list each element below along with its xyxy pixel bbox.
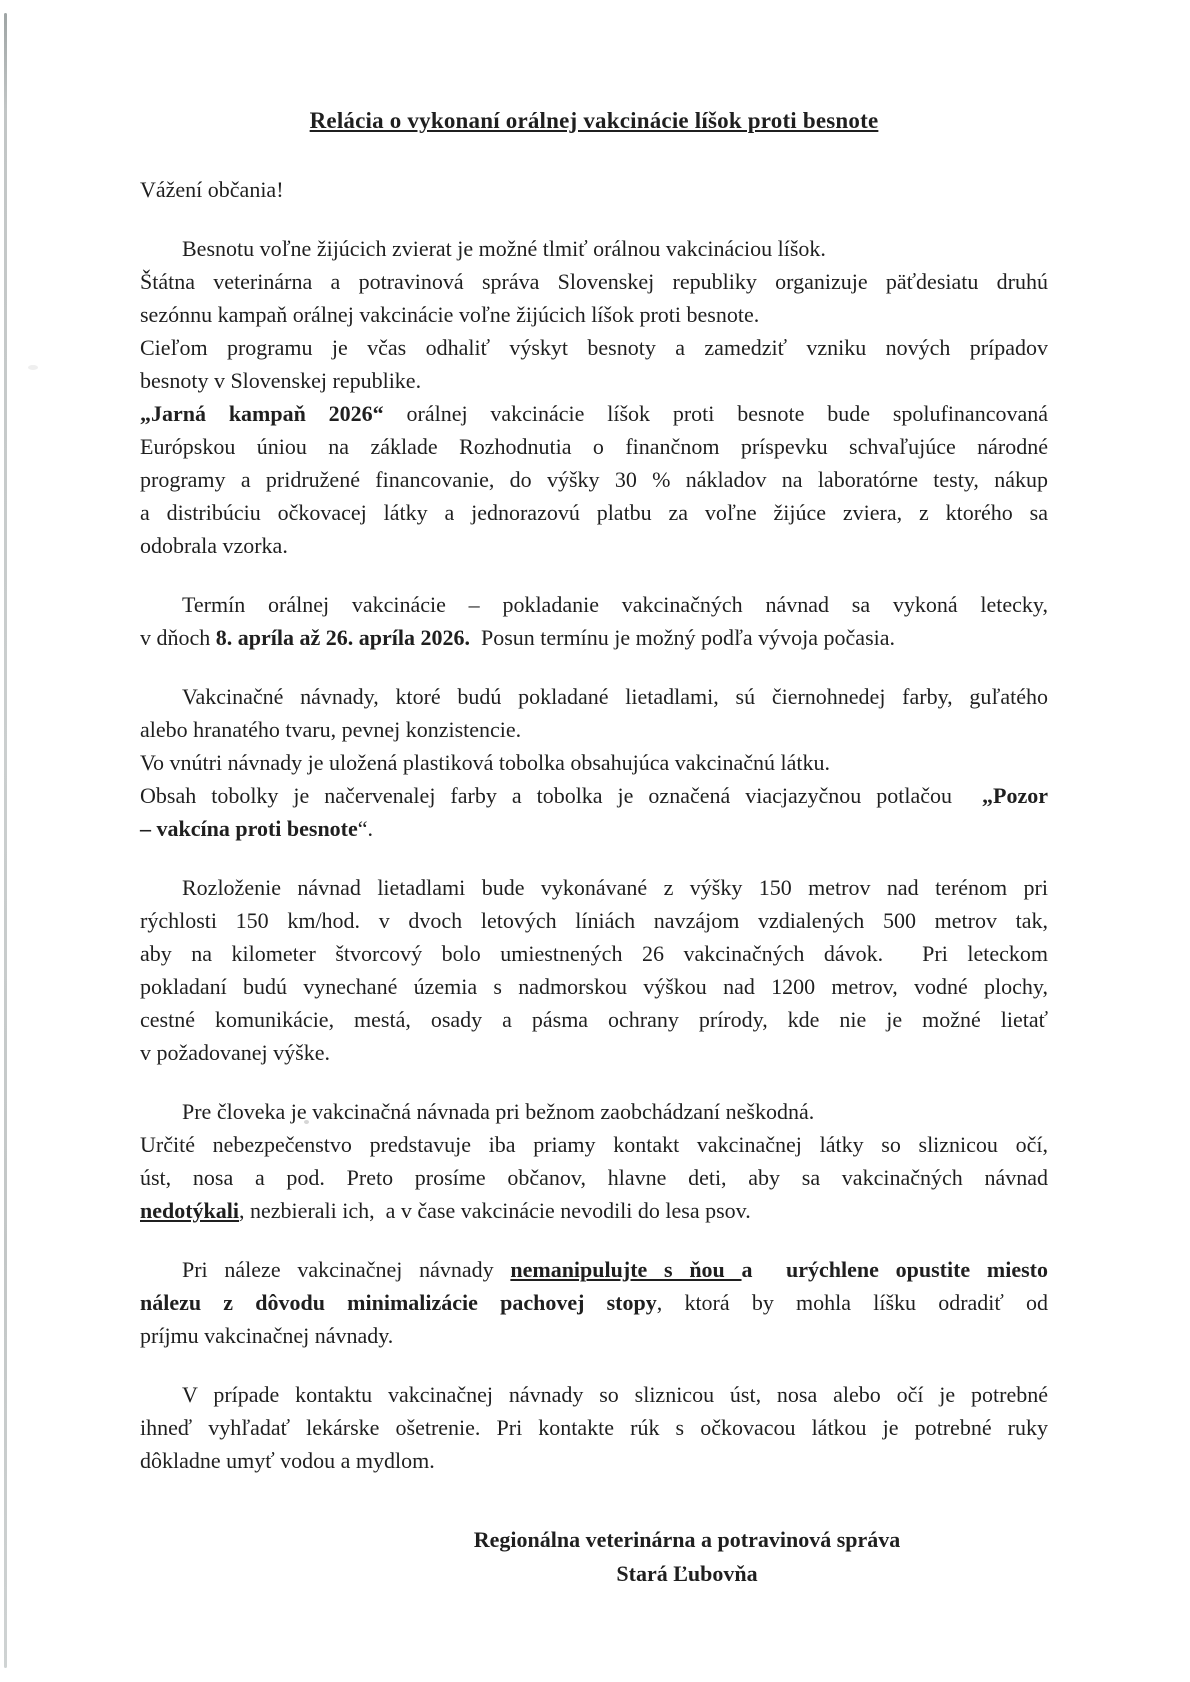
text-line (140, 1378, 1048, 1411)
text-run: nemanipulujte s ňou (510, 1257, 742, 1282)
scan-speck (28, 365, 38, 370)
text-run: „Jarná kampaň 2026“ (140, 401, 384, 426)
text-run: Posun termínu je možný podľa vývoja počasia. (469, 625, 896, 650)
text-run: v požadovanej výške. (140, 1040, 330, 1065)
text-run: Termín orálnej vakcinácie – pokladanie vakcinačných návnad sa vykoná letecky, (182, 592, 1048, 617)
text-line (140, 1319, 1048, 1352)
text-line (140, 680, 1048, 713)
document-page (140, 0, 1048, 1591)
text-run: V prípade kontaktu vakcinačnej návnady so sliznicou úst, nosa alebo očí je potrebné (182, 1382, 1048, 1407)
paragraph (140, 1095, 1048, 1227)
text-line (140, 496, 1048, 529)
paragraph (140, 680, 1048, 845)
text-line (140, 1411, 1048, 1444)
text-line (140, 430, 1048, 463)
text-run: Vakcinačné návnady, ktoré budú pokladané lietadlami, sú čiernohnedej farby, guľatého (182, 684, 1048, 709)
text-run: „Pozor (982, 783, 1048, 808)
text-run: Európskou úniou na základe Rozhodnutia o finančnom príspevku schvaľujúce národné (140, 434, 1048, 459)
text-run: odobrala vzorka. (140, 533, 288, 558)
text-line (140, 1194, 1048, 1227)
text-line (140, 331, 1048, 364)
text-line (140, 713, 1048, 746)
text-run: orálnej vakcinácie líšok proti besnote bude spolufinancovaná (383, 401, 1048, 426)
text-line (140, 265, 1048, 298)
text-line (140, 463, 1048, 496)
text-line (140, 871, 1048, 904)
text-line (140, 364, 1048, 397)
text-run: – vakcína proti besnote (140, 816, 358, 841)
paragraph (140, 1378, 1048, 1477)
paragraph (140, 1253, 1048, 1352)
text-run: v dňoch (140, 625, 216, 650)
text-run: a distribúciu očkovacej látky a jednorazovú platbu za voľne žijúce zviera, z ktorého sa (140, 500, 1048, 525)
text-run: a urýchlene opustite miesto (741, 1257, 1049, 1282)
text-line (140, 779, 1048, 812)
text-line (140, 1444, 1048, 1477)
text-line (140, 812, 1048, 845)
text-run: Pri náleze vakcinačnej návnady (182, 1257, 511, 1282)
text-line (140, 904, 1048, 937)
text-run: Pre človeka je vakcinačná návnada pri bežnom zaobchádzaní neškodná. (182, 1099, 815, 1124)
text-line (140, 588, 1048, 621)
text-run: príjmu vakcinačnej návnady. (140, 1323, 394, 1348)
text-run: nálezu z dôvodu minimalizácie pachovej stopy (140, 1290, 657, 1315)
text-line (140, 1003, 1048, 1036)
text-line (140, 970, 1048, 1003)
text-run: , nezbierali ich, a v čase vakcinácie nevodili do lesa psov. (239, 1198, 751, 1223)
text-line (140, 298, 1048, 331)
text-run: pokladaní budú vynechané územia s nadmorskou výškou nad 1200 metrov, vodné plochy, (140, 974, 1048, 999)
text-line (140, 937, 1048, 970)
text-run: , ktorá by mohla líšku odradiť od (656, 1290, 1048, 1315)
signature-city: Stará Ľubovňa (616, 1561, 758, 1586)
scan-edge-artifact (4, 13, 7, 1668)
text-run: Štátna veterinárna a potravinová správa Slovenskej republiky organizuje päťdesiatu druhú (140, 269, 1048, 294)
text-run: dôkladne umyť vodou a mydlom. (140, 1448, 435, 1473)
text-run: úst, nosa a pod. Preto prosíme občanov, hlavne deti, aby sa vakcinačných návnad (140, 1165, 1048, 1190)
document-title (140, 103, 1048, 138)
text-run: ihneď vyhľadať lekárske ošetrenie. Pri kontakte rúk s očkovacou látkou je potrebné ruky (140, 1415, 1048, 1440)
text-run: “. (357, 816, 374, 841)
text-run: nedotýkali (140, 1198, 240, 1223)
paragraph (140, 871, 1048, 1069)
text-line (140, 1253, 1048, 1286)
text-line (140, 529, 1048, 562)
text-run: sezónnu kampaň orálnej vakcinácie voľne žijúcich líšok proti besnote. (140, 302, 760, 327)
text-run: rýchlosti 150 km/hod. v dvoch letových líniách navzájom vzdialených 500 metrov tak, (140, 908, 1048, 933)
text-line (140, 1286, 1048, 1319)
paragraph (140, 588, 1048, 654)
text-line (140, 1128, 1048, 1161)
salutation: Vážení občania! (140, 177, 284, 202)
text-run: programy a pridružené financovanie, do výšky 30 % nákladov na laboratórne testy, nákup (140, 467, 1048, 492)
document-body (140, 232, 1048, 1477)
text-run: Rozloženie návnad lietadlami bude vykonávané z výšky 150 metrov nad terénom pri (182, 875, 1048, 900)
text-line (140, 1161, 1048, 1194)
text-line (140, 746, 1048, 779)
text-line (140, 397, 1048, 430)
text-run: besnoty v Slovenskej republike. (140, 368, 422, 393)
text-line (140, 232, 1048, 265)
text-run: cestné komunikácie, mestá, osady a pásma ochrany prírody, kde nie je možné lietať (140, 1007, 1048, 1032)
paragraph (140, 232, 1048, 562)
text-run: Obsah tobolky je načervenalej farby a tobolka je označená viacjazyčnou potlačou (140, 783, 983, 808)
text-run: Besnotu voľne žijúcich zvierat je možné tlmiť orálnou vakcináciou líšok. (182, 236, 826, 261)
text-line (140, 1036, 1048, 1069)
text-line (140, 1095, 1048, 1128)
text-run: alebo hranatého tvaru, pevnej konzistencie. (140, 717, 522, 742)
signature-block (140, 1523, 1048, 1591)
document-title-text: Relácia o vykonaní orálnej vakcinácie líšok proti besnote (309, 108, 879, 133)
text-run: Cieľom programu je včas odhaliť výskyt besnoty a zamedziť vzniku nových prípadov (140, 335, 1048, 360)
text-line (140, 621, 1048, 654)
signature-organization: Regionálna veterinárna a potravinová správa (473, 1527, 901, 1552)
text-run: Vo vnútri návnady je uložená plastiková tobolka obsahujúca vakcinačnú látku. (140, 750, 830, 775)
text-run: aby na kilometer štvorcový bolo umiestnených 26 vakcinačných dávok. Pri leteckom (140, 941, 1048, 966)
text-run: Určité nebezpečenstvo predstavuje iba priamy kontakt vakcinačnej látky so sliznicou očí, (140, 1132, 1048, 1157)
text-run: 8. apríla až 26. apríla 2026. (215, 625, 470, 650)
